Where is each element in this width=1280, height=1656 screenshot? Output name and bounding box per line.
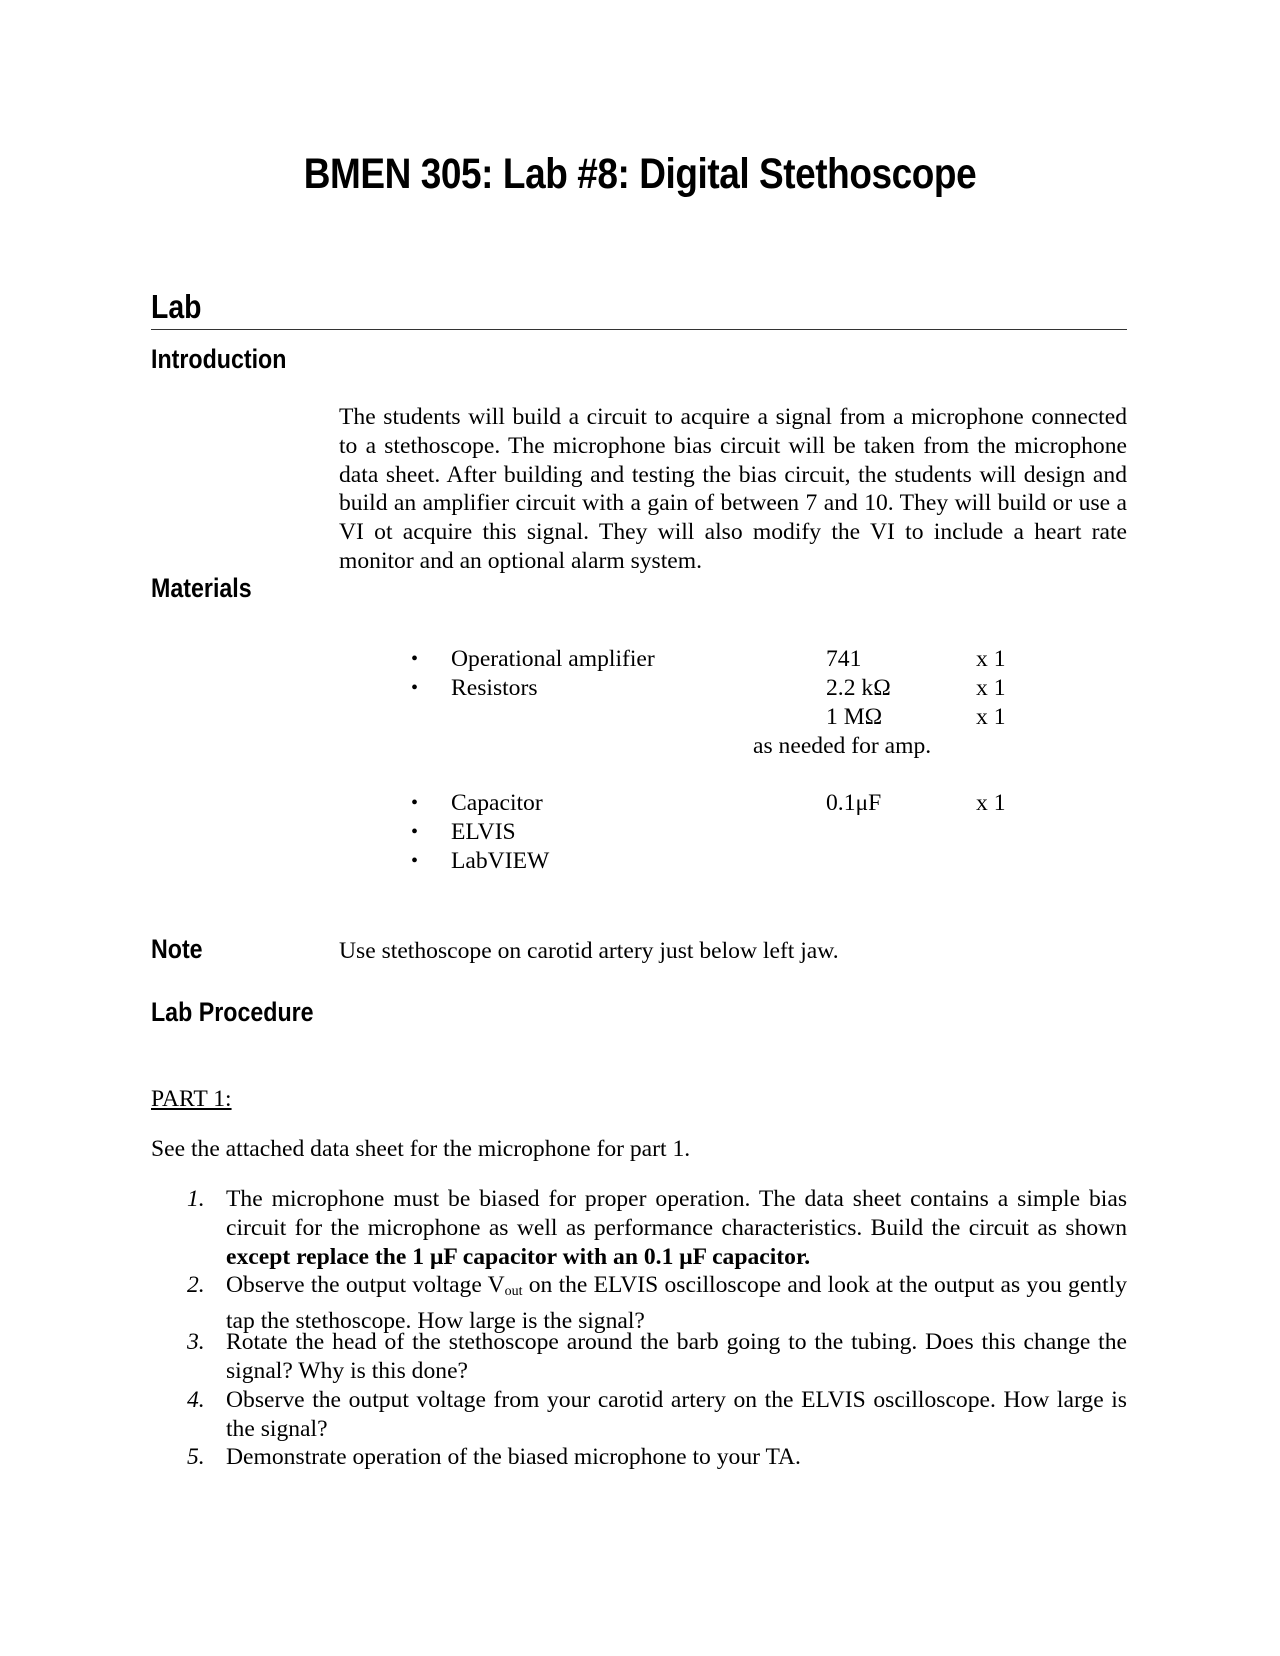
step-text: on the ELVIS oscilloscope and look at the output as you gently tap the stethoscope. How large is the signal? [226, 1272, 1128, 1334]
list-item [226, 1185, 1127, 1271]
heading-lab-procedure: Lab Procedure [151, 997, 314, 1027]
material-name: Capacitor [451, 790, 543, 816]
bullet-icon: • [411, 792, 419, 814]
material-value-note: as needed for amp. [753, 733, 932, 759]
step-number: 2. [187, 1272, 205, 1298]
step-text: The microphone must be biased for proper operation. The data sheet contains a simple bias circuit for the microphone as well as performance characteristics. Build the circuit as shown [226, 1186, 1127, 1241]
section-divider [151, 329, 1127, 330]
material-name: LabVIEW [451, 848, 550, 874]
step-number: 1. [187, 1186, 205, 1212]
heading-note: Note [151, 934, 203, 964]
subscript: out [504, 1284, 523, 1299]
list-item: Observe the output voltage from your carotid artery on the ELVIS oscilloscope. How large is the signal? [226, 1387, 1127, 1442]
list-item [226, 1271, 1127, 1336]
material-value: 1 MΩ [826, 704, 883, 730]
bullet-icon: • [411, 648, 419, 670]
heading-introduction: Introduction [151, 344, 287, 374]
material-qty: x 1 [976, 675, 1006, 701]
bullet-icon: • [411, 850, 419, 872]
material-value: 2.2 kΩ [826, 675, 891, 701]
step-number: 5. [187, 1444, 205, 1470]
material-value: 741 [826, 646, 862, 672]
document-title: BMEN 305: Lab #8: Digital Stethoscope [303, 150, 977, 198]
material-name: Operational amplifier [451, 646, 655, 672]
step-number: 3. [187, 1329, 205, 1355]
list-item: Demonstrate operation of the biased microphone to your TA. [226, 1444, 801, 1470]
note-text: Use stethoscope on carotid artery just below left jaw. [339, 938, 839, 964]
material-name: ELVIS [451, 819, 516, 845]
material-value: 0.1μF [826, 790, 882, 816]
heading-materials: Materials [151, 573, 252, 603]
step-text: Observe the output voltage V [226, 1272, 505, 1298]
material-qty: x 1 [976, 790, 1006, 816]
step-number: 4. [187, 1387, 205, 1413]
material-qty: x 1 [976, 646, 1006, 672]
step-text-bold: except replace the 1 μF capacitor with an 0.1 μF capacitor. [226, 1243, 811, 1270]
procedure-intro: See the attached data sheet for the microphone for part 1. [151, 1136, 691, 1162]
section-heading-lab: Lab [151, 288, 202, 325]
bullet-icon: • [411, 821, 419, 843]
part-label: PART 1: [151, 1086, 232, 1112]
introduction-paragraph: The students will build a circuit to acquire a signal from a microphone connected to a stethoscope. The microphone bias circuit will be taken from the microphone data sheet. After building and testing the bias circuit, the students will design and build an amplifier circuit with a gain of between 7 and 10. They will build or use a VI ot acquire this signal. They will also modify the VI to include a heart rate monitor and an optional alarm system. [339, 404, 1127, 574]
bullet-icon: • [411, 677, 419, 699]
list-item: Rotate the head of the stethoscope around the barb going to the tubing. Does this change the signal? Why is this done? [226, 1329, 1127, 1384]
material-qty: x 1 [976, 704, 1006, 730]
material-name: Resistors [451, 675, 538, 701]
